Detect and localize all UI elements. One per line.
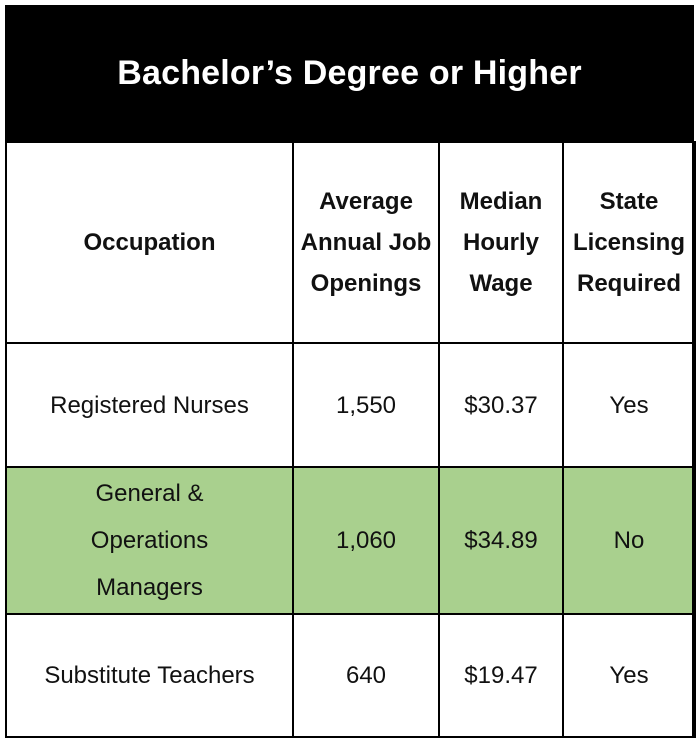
cell-openings: 640 (293, 614, 439, 737)
cell-wage: $19.47 (439, 614, 563, 737)
cell-occupation: Substitute Teachers (6, 614, 293, 737)
table-title: Bachelor’s Degree or Higher (117, 53, 582, 92)
column-header-occupation: Occupation (6, 142, 293, 343)
cell-wage: $34.89 (439, 467, 563, 614)
cell-licensing: Yes (563, 614, 695, 737)
column-header-licensing: State Licensing Required (563, 142, 695, 343)
cell-wage: $30.37 (439, 343, 563, 467)
column-header-wage: Median Hourly Wage (439, 142, 563, 343)
cell-occupation: General & Operations Managers (6, 467, 293, 614)
cell-occupation: Registered Nurses (6, 343, 293, 467)
table-outer-border (5, 5, 694, 738)
cell-licensing: No (563, 467, 695, 614)
column-header-openings: Average Annual Job Openings (293, 142, 439, 343)
cell-openings: 1,060 (293, 467, 439, 614)
cell-openings: 1,550 (293, 343, 439, 467)
cell-licensing: Yes (563, 343, 695, 467)
